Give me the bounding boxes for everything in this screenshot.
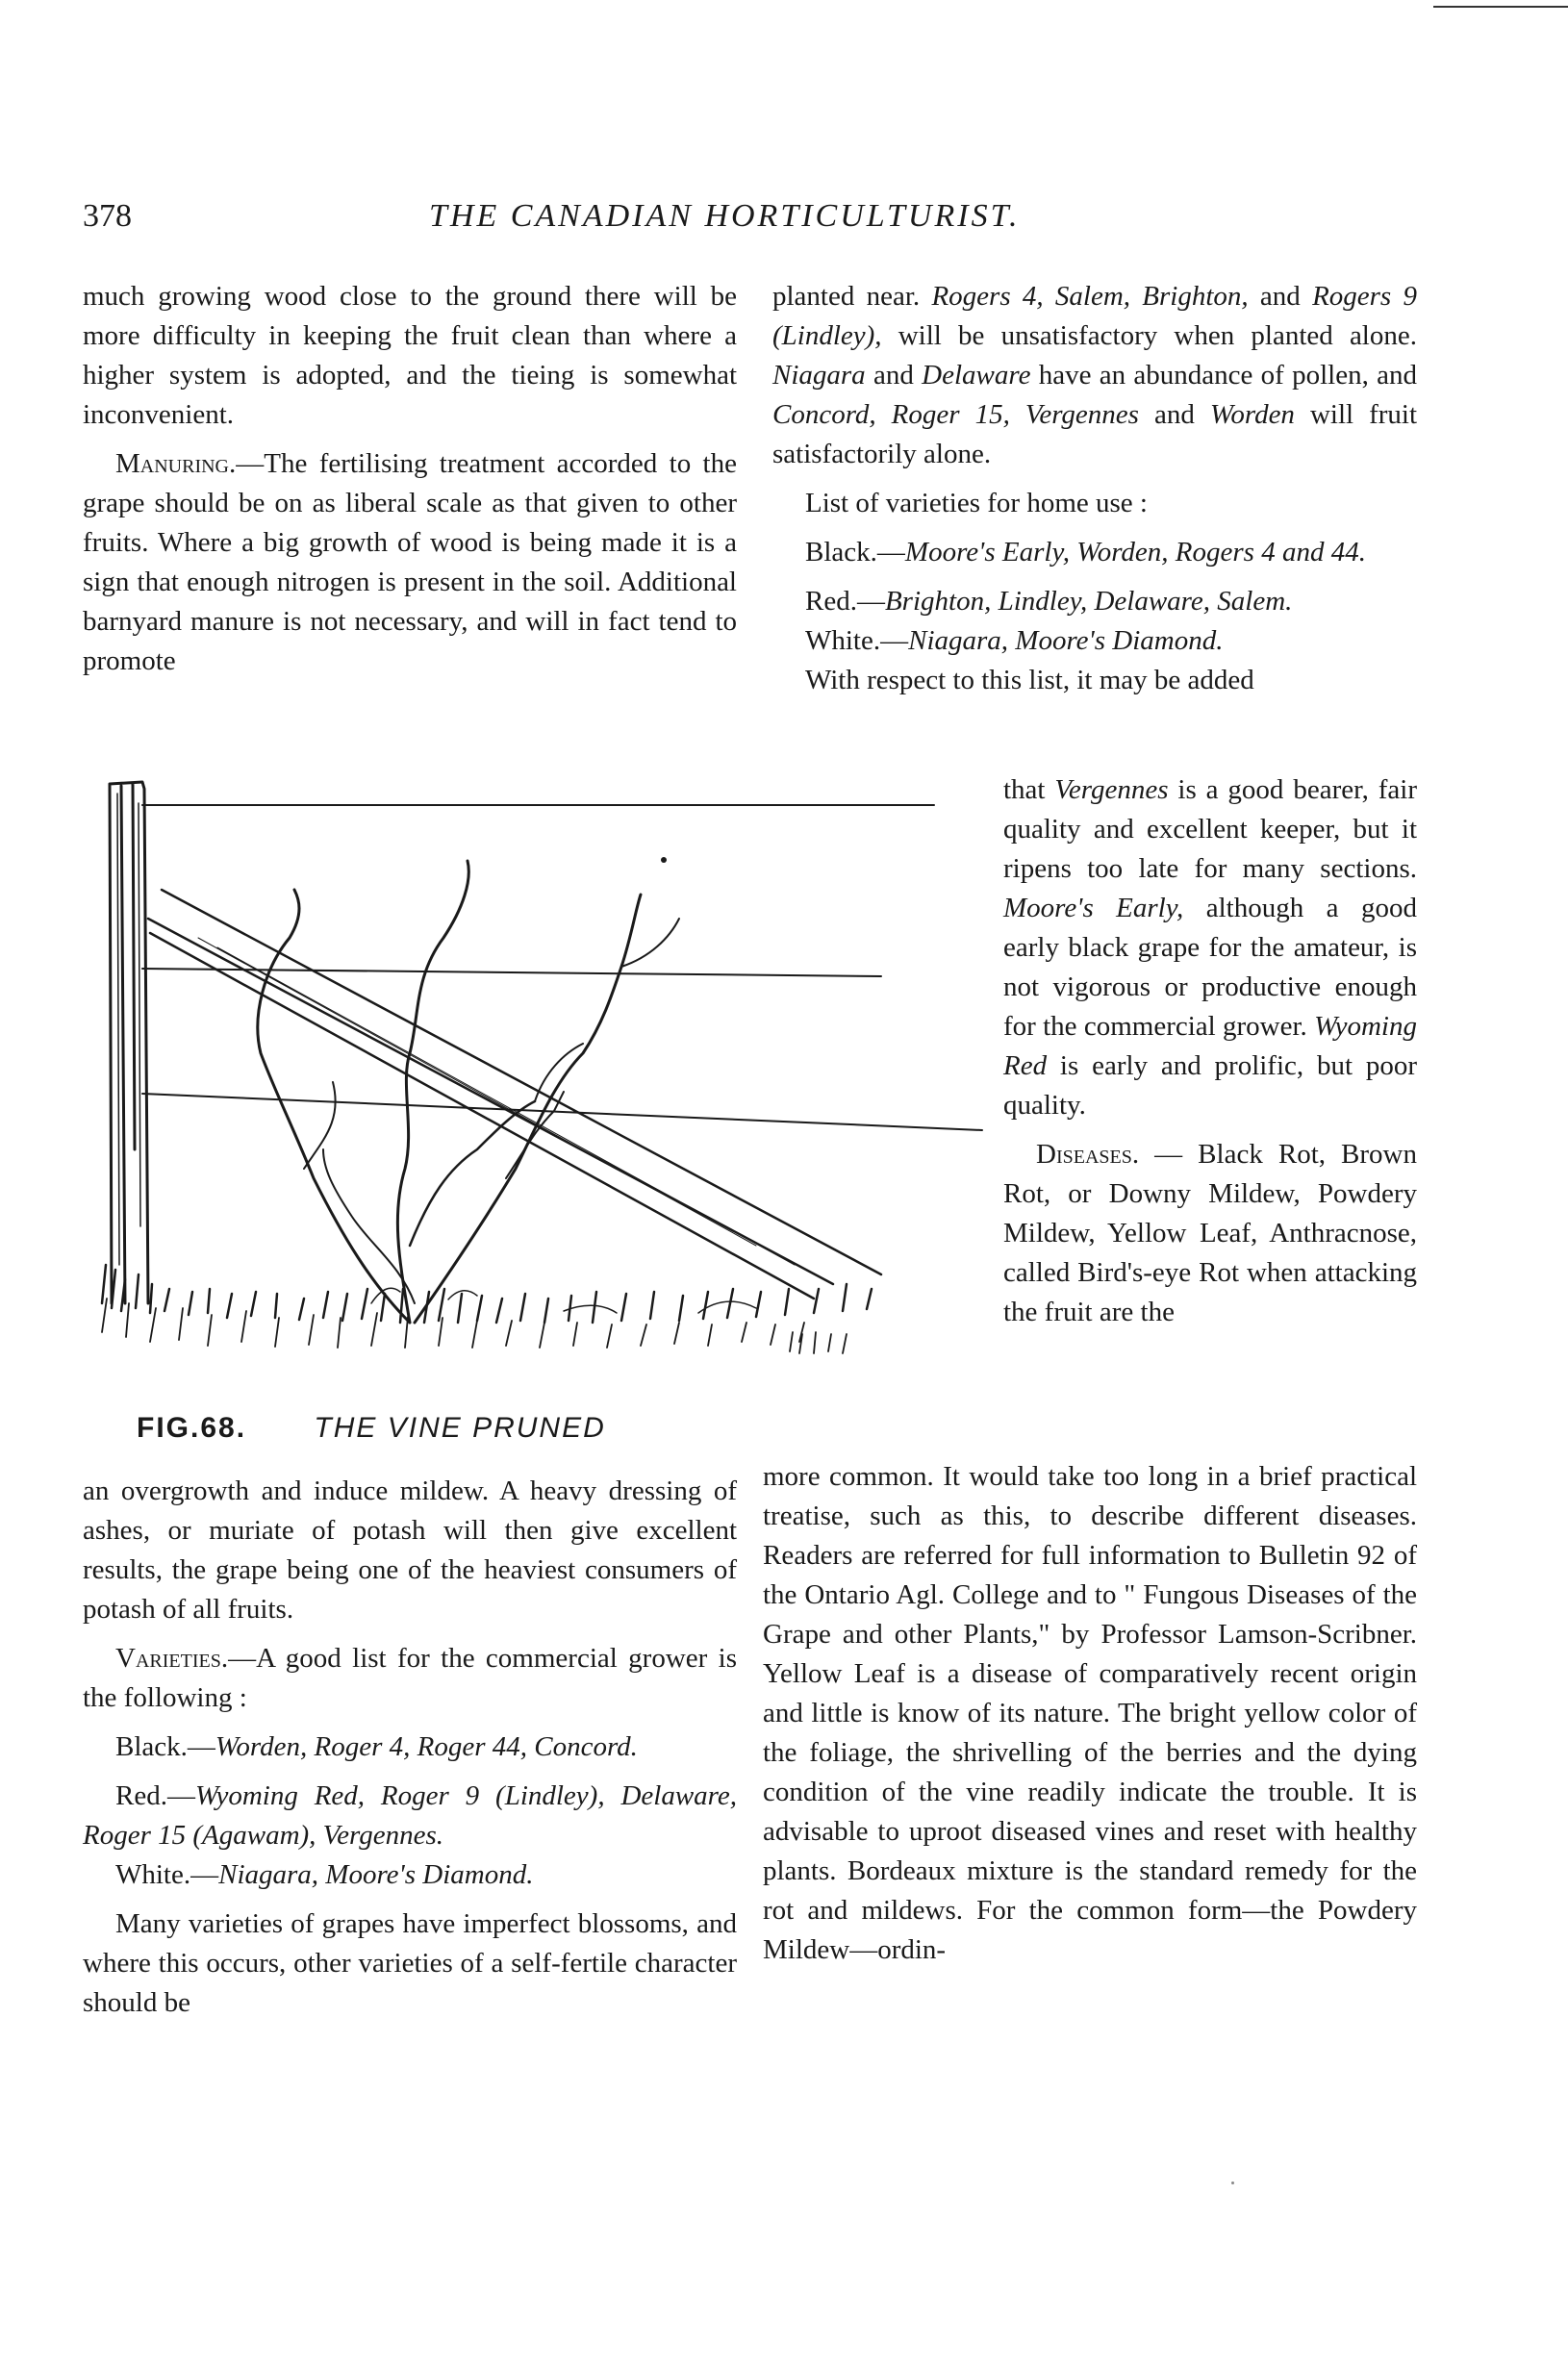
list-label: Black.— (115, 1731, 215, 1762)
paragraph-imperfect-blossoms: Many varieties of grapes have imperfect blossoms, and where this occurs, other varieties of a self-fertile character should be (83, 1908, 737, 2018)
left-column-bottom (83, 1472, 737, 2032)
figure-title: THE VINE PRUNED (314, 1412, 606, 1444)
paper-speck (1231, 2182, 1234, 2184)
section-head-varieties: Varieties. (115, 1643, 229, 1674)
text-run: is a good bearer, fair quality and excellent keeper, but it ripens too late for many sections. (1003, 774, 1417, 884)
vine-pruned-figure (83, 765, 992, 1448)
figure-caption (137, 1412, 606, 1445)
top-edge-rule (1433, 6, 1568, 8)
text-run: that (1003, 774, 1055, 805)
commercial-red-list (83, 1777, 737, 1855)
text-run: planted near. (772, 281, 932, 312)
text-run: and (1138, 399, 1210, 430)
variety-names: Delaware (922, 360, 1031, 391)
variety-names: Worden (1209, 399, 1295, 430)
home-white-list (772, 621, 1417, 661)
list-label: Black.— (805, 537, 905, 568)
vine-illustration (83, 765, 992, 1448)
variety-names: Concord, Roger 15, Vergennes (772, 399, 1139, 430)
home-red-list (772, 582, 1417, 621)
variety-names: Vergennes (1054, 774, 1169, 805)
list-varieties: Brighton, Lindley, Delaware, Salem. (884, 586, 1293, 617)
list-label: Red.— (805, 586, 885, 617)
paragraph-mildew: an overgrowth and induce mildew. A heavy dressing of ashes, or muriate of potash will then give excellent results, the grape being one of the heaviest consumers of potash of all fruits. (83, 1476, 737, 1625)
paragraph-varieties (83, 1639, 737, 1718)
paragraph-diseases (1003, 1135, 1417, 1332)
list-label: White.— (115, 1859, 219, 1890)
paragraph-pollination (772, 277, 1417, 474)
text-run: although a good early black grape for the amateur, is not vigorous or productive enough for the commercial grower. (1003, 893, 1417, 1042)
text-run: is early and prolific, but poor quality. (1003, 1050, 1417, 1121)
list-varieties: Worden, Roger 4, Roger 44, Concord. (215, 1731, 638, 1762)
right-column-narrow (1003, 770, 1417, 1342)
varieties-text: —A good list for the commercial grower is the following : (83, 1643, 737, 1713)
paragraph-variety-notes (1003, 770, 1417, 1125)
paragraph-training-end: much growing wood close to the ground there will be more difficulty in keeping the fruit clean than where a higher system is adopted, and the tieing is somewhat inconvenient. (83, 281, 737, 430)
paragraph-manuring (83, 444, 737, 681)
right-column-top (772, 277, 1417, 710)
list-varieties: Niagara, Moore's Diamond. (218, 1859, 534, 1890)
list-label: Red.— (115, 1780, 195, 1811)
list-label: White.— (805, 625, 909, 656)
left-column-top (83, 277, 737, 691)
list-varieties: Wyoming Red, Roger 9 (Lindley), Delaware, Roger 15 (Agawam), Vergennes. (83, 1780, 737, 1851)
text-run: have an abundance of pollen, and (1030, 360, 1418, 391)
text-run: will be unsatisfactory when planted alone. (881, 320, 1417, 351)
variety-names: Moore's Early, (1003, 893, 1184, 923)
variety-names: Rogers 9 (Lindley), (772, 281, 1417, 351)
variety-names: Rogers 4, Salem, Brighton, (931, 281, 1249, 312)
text-run: will fruit satisfactorily alone. (772, 399, 1418, 469)
figure-label: FIG.68. (137, 1412, 247, 1444)
list-varieties: Moore's Early, Worden, Rogers 4 and 44. (904, 537, 1366, 568)
diseases-text: — Black Rot, Brown Rot, or Downy Mildew, Powdery Mildew, Yellow Leaf, Anthracnose, called Bird's-eye Rot when attacking the fruit are the (1003, 1139, 1417, 1327)
variety-names: Niagara (772, 360, 866, 391)
text-run: and (865, 360, 923, 391)
paragraph-diseases-continued: more common. It would take too long in a brief practical treatise, such as this, to describe different diseases. Readers are referred for full information to Bulletin 92 of the Ontario Agl. College and to " Fungous Diseases of the Grape and other Plants," by Professor Lamson-Scribner. Yellow Leaf is a disease of comparatively recent origin and little is know of its nature. The bright yellow color of the foliage, the shrivelling of the berries and the dying condition of the vine readily indicate the trouble. It is advisable to uproot diseased vines and reset with healthy plants. Bordeaux mixture is the standard remedy for the rot and mildews. For the common form—the Powdery Mildew—ordin- (763, 1461, 1417, 1965)
variety-names: Wyoming Red (1003, 1011, 1417, 1081)
journal-title: THE CANADIAN HORTICULTURIST. (429, 198, 1021, 234)
commercial-black-list (83, 1728, 737, 1767)
manuring-text: —The fertilising treatment accorded to the grape should be on as liberal scale as that given to other fruits. Where a big growth of wood is being made it is a sign that enough nitrogen is present in the soil. Additional barnyard manure is not necessary, and will in fact tend to promote (83, 448, 737, 676)
home-black-list (772, 533, 1417, 572)
page-number: 378 (83, 198, 132, 234)
text-run: and (1248, 281, 1313, 312)
section-head-diseases: Diseases. (1036, 1139, 1140, 1170)
section-head-manuring: Manuring. (115, 448, 237, 479)
commercial-white-list (83, 1855, 737, 1895)
home-use-heading: List of varieties for home use : (805, 488, 1148, 518)
running-head (83, 198, 1420, 246)
list-varieties: Niagara, Moore's Diamond. (908, 625, 1224, 656)
right-column-bottom (763, 1457, 1417, 1980)
respect-paragraph-start: With respect to this list, it may be added (805, 665, 1254, 695)
